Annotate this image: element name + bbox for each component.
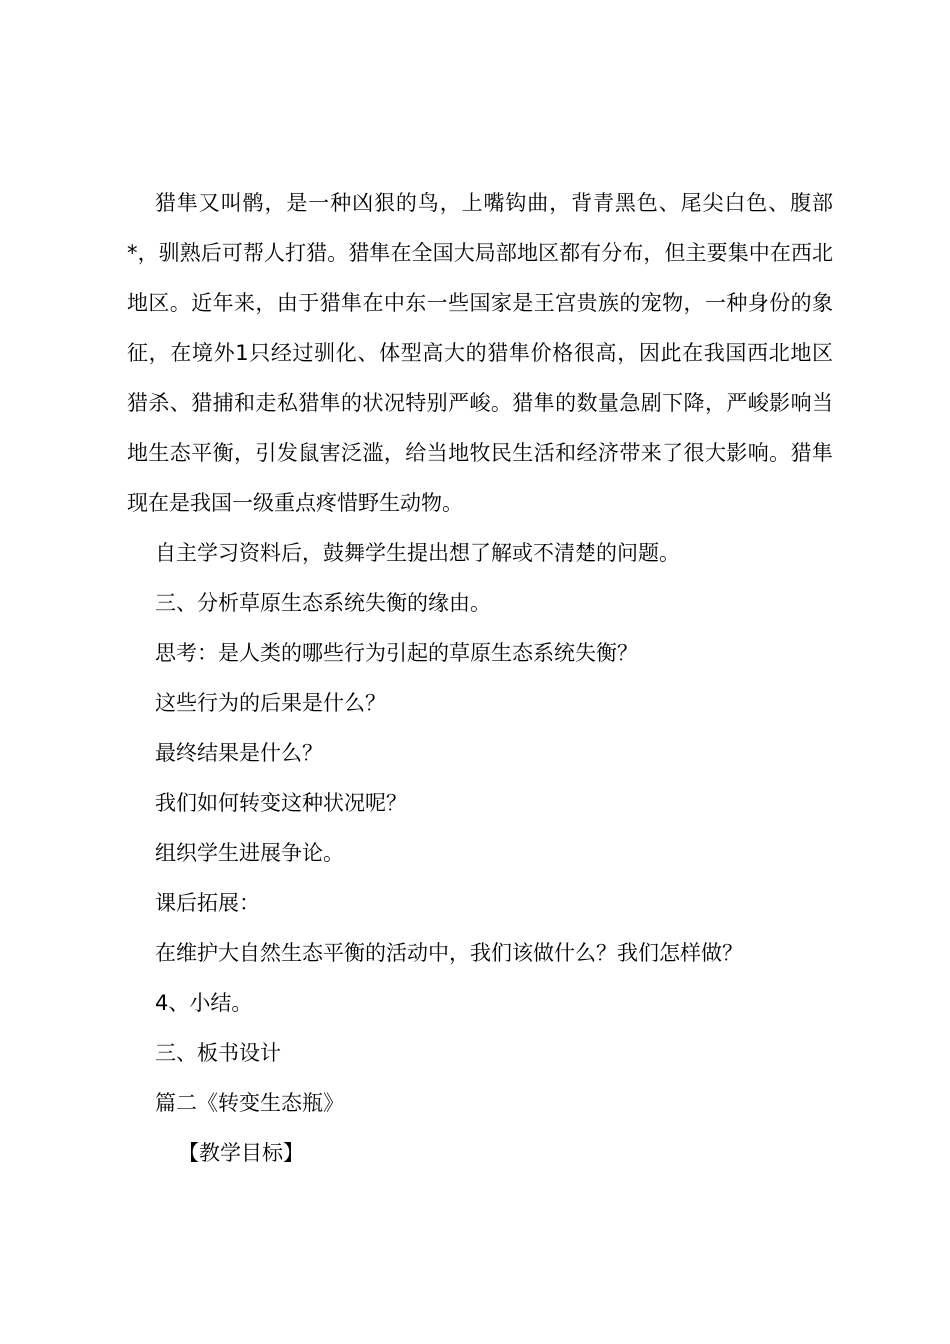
text-line: 我们如何转变这种状况呢？ <box>155 791 407 815</box>
text-line: 最终结果是什么？ <box>155 741 323 765</box>
text-line: 组织学生进展争论。 <box>155 841 344 865</box>
text-line: 这些行为的后果是什么？ <box>155 691 386 715</box>
text-line: 课后拓展： <box>155 891 260 915</box>
text-line: 自主学习资料后，鼓舞学生提出想了解或不清楚的问题。 <box>155 541 680 565</box>
text-line: 4、小结。 <box>155 991 253 1015</box>
intro-paragraph: 猎隼又叫鹘，是一种凶狠的鸟，上嘴钩曲，背青黑色、尾尖白色、腹部*，驯熟后可帮人打猎。猎隼在全国大局部地区都有分布，但主要集中在西北地区。近年来，由于猎隼在中东一些国家是王宫贵族的宠物，一种身份的象征，在境外1只经过驯化、体型高大的猎隼价格很高，因此在我国西北地区猎杀、猎捕和走私猎隼的状况特别严峻。猎隼的数量急剧下降，严峻影响当地生态平衡，引发鼠害泛滥，给当地牧民生活和经济带来了很大影响。猎隼现在是我国一级重点疼惜野生动物。 <box>127 191 833 515</box>
section-heading: 【教学目标】 <box>178 1141 304 1165</box>
text-line: 思考：是人类的哪些行为引起的草原生态系统失衡？ <box>155 641 638 665</box>
chapter-title: 篇二《转变生态瓶》 <box>155 1091 344 1115</box>
text-line: 在维护大自然生态平衡的活动中，我们该做什么？我们怎样做？ <box>155 941 743 965</box>
section-heading: 三、板书设计 <box>155 1041 281 1065</box>
text-line: 三、分析草原生态系统失衡的缘由。 <box>155 591 491 615</box>
